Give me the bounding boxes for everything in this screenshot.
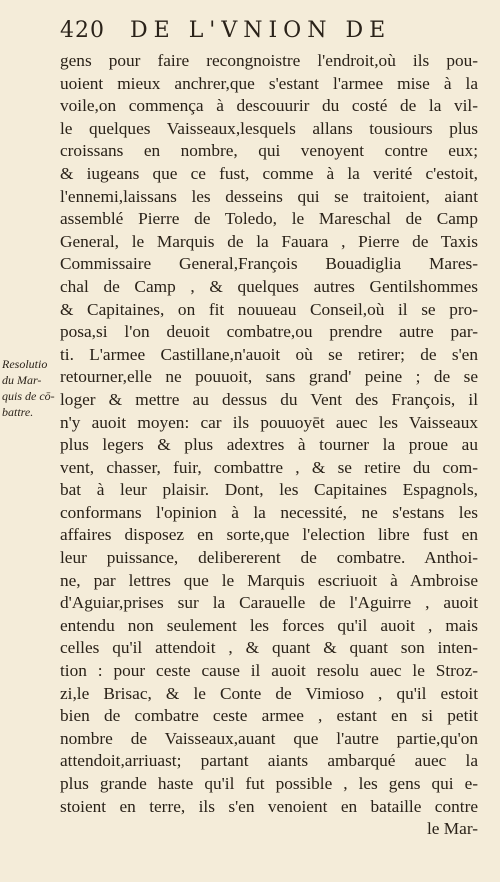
text-line: bien de combatre ceste armee , estant en si petit [60,706,478,726]
text-line: stoient en terre, ils s'en venoient en bataille contre [60,796,478,816]
text-line: plus legers & plus adextres à tourner la proue au [60,435,478,455]
text-line: plus grande haste qu'il fut possible , les gens qui e- [60,774,478,793]
text-line: affaires disposez en sorte,que l'election libre fust en [60,525,478,545]
margin-note-line: quis de cō- [2,389,55,403]
text-line: tion : pour ceste cause il auoit resolu auec le Stroz- [60,661,478,681]
text-line: retourner,elle ne pouuoit, sans grand' peine ; de se [60,367,478,387]
text-line: assemblé Pierre de Toledo, le Mareschal de Camp [60,209,478,229]
text-line: General, le Marquis de la Fauara , Pierre de Taxis [60,231,478,251]
margin-note [2,356,60,420]
text-line: n'y auoit moyen: car ils pouuoyēt auec les Vaisseaux [60,412,478,432]
text-line: l'ennemi,laissans les desseins qui se traitoient, aiant [60,186,478,206]
margin-note-line: battre. [2,405,34,419]
running-head: DE L'VNION DE [130,18,392,43]
text-line: loger & mettre au dessus du Vent des François, il [60,389,478,409]
text-line: posa,si l'on deuoit combatre,ou prendre autre par- [60,322,478,342]
margin-note-line: du Mar- [2,373,42,387]
text-line: croissans en nombre, qui venoyent contre eux; [60,141,478,161]
text-line: ne, par lettres que le Marquis escriuoit à Ambroise [60,570,478,590]
text-line: le quelques Vaisseaux,lesquels allans tousiours plus [60,118,478,138]
text-line: Commissaire General,François Bouadiglia Mares- [60,254,478,274]
text-line: & iugeans que ce fust, comme à la verité c'estoit, [60,163,478,183]
text-line: zi,le Brisac, & le Conte de Vimioso , qu'il estoit [60,683,478,703]
text-line: leur puissance, delibererent de combatre. Anthoi- [60,548,478,568]
body-text [60,50,478,841]
text-line: chal de Camp , & quelques autres Gentilshommes [60,276,478,296]
text-line: celles qu'il attendoit , & quant & quant son inten- [60,638,478,658]
text-line: & Capitaines, on fit nouueau Conseil,où il se pro- [60,299,478,319]
page-number: 420 [60,18,105,43]
text-line: nombre de Vaisseaux,auant que l'autre partie,qu'on [60,728,478,748]
catchword: le Mar- [427,819,478,839]
text-line: ti. L'armee Castillane,n'auoit où se retirer; de s'en [60,344,478,364]
text-line: entendu non seulement les forces qu'il auoit , mais [60,615,478,635]
text-line: uoient mieux anchrer,que s'estant l'armee mise à la [60,73,478,93]
text-line: voile,on commença à descouurir du costé de la vil- [60,96,478,116]
text-line: d'Aguiar,prises sur la Carauelle de l'Aguirre , auoit [60,593,478,613]
text-line: conformans l'opinion à la necessité, ne s'estans les [60,502,478,522]
margin-note-line: Resolutio [2,357,48,371]
text-line: vent, chasser, fuir, combattre , & se retire du com- [60,457,478,477]
text-line: gens pour faire recongnoistre l'endroit,où ils pou- [60,51,478,70]
text-line: attendoit,arriuast; partant aiants ambarqué auec la [60,751,478,771]
text-line: bat à leur plaisir. Dont, les Capitaines Espagnols, [60,480,478,500]
